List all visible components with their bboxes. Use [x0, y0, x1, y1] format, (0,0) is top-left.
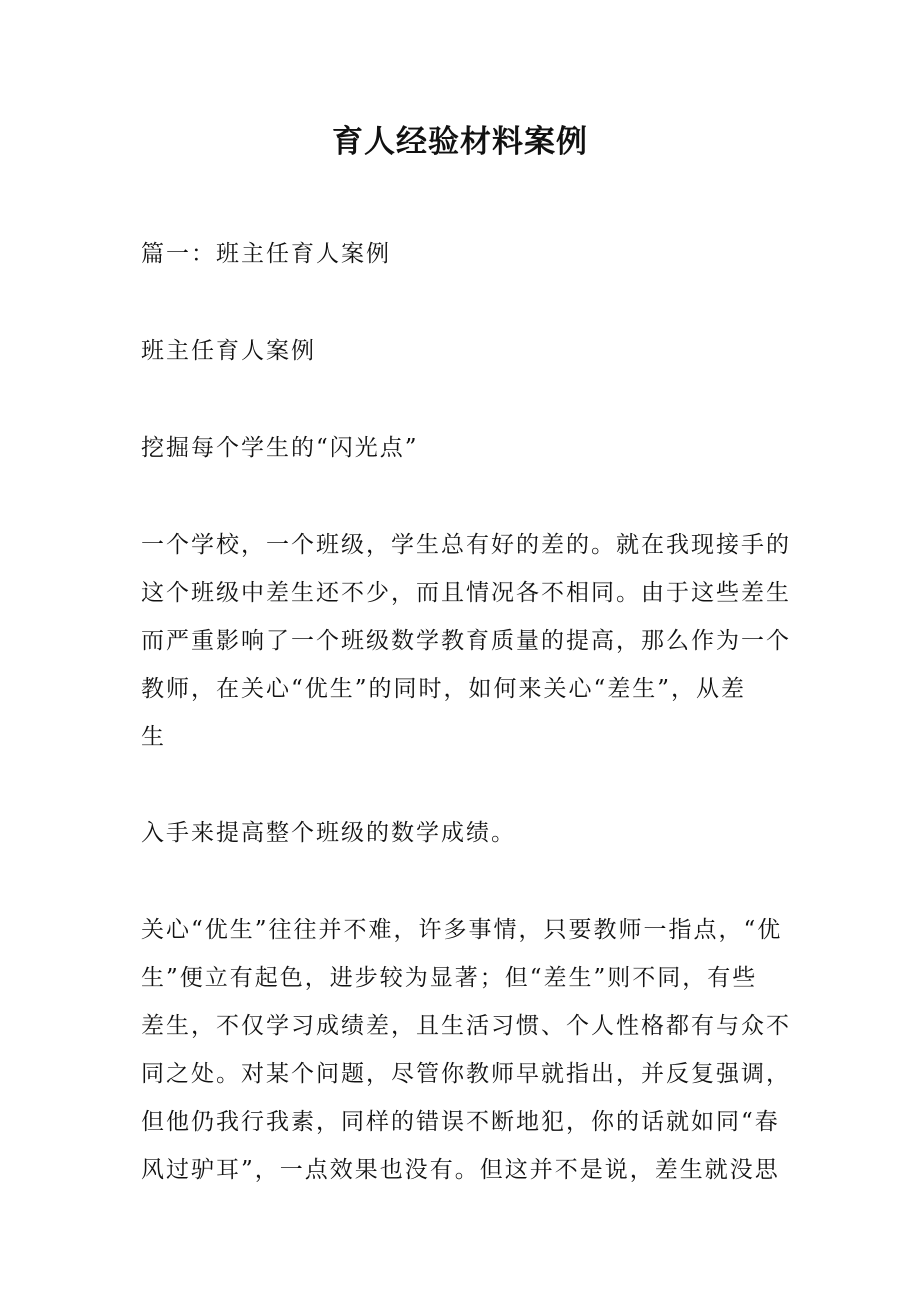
subheading: 班主任育人案例 [141, 338, 316, 364]
document-title: 育人经验材料案例 [332, 124, 588, 160]
paragraph-3-line-3: 差生，不仅学习成绩差，且生活习惯、个人性格都有与众不 [141, 1013, 791, 1039]
paragraph-2-line-1: 入手来提高整个班级的数学成绩。 [141, 820, 516, 846]
paragraph-1-line-3: 而严重影响了一个班级数学教育质量的提高，那么作为一个 [141, 628, 791, 654]
paragraph-1-line-5: 生 [141, 724, 166, 750]
paragraph-1-line-2: 这个班级中差生还不少，而且情况各不相同。由于这些差生 [141, 580, 791, 606]
section-heading: 篇一：班主任育人案例 [141, 241, 391, 267]
paragraph-3-line-1: 关心“优生”往往并不难，许多事情，只要教师一指点，“优 [141, 917, 783, 943]
paragraph-3-line-6: 风过驴耳”，一点效果也没有。但这并不是说，差生就没思 [141, 1157, 780, 1183]
paragraph-1-line-1: 一个学校，一个班级，学生总有好的差的。就在我现接手的 [141, 532, 791, 558]
paragraph-3-line-5: 但他仍我行我素，同样的错误不断地犯，你的话就如同“春 [141, 1109, 780, 1135]
subheading-highlight: 挖掘每个学生的“闪光点” [141, 435, 419, 461]
paragraph-1-line-4: 教师，在关心“优生”的同时，如何来关心“差生”，从差 [141, 676, 747, 702]
paragraph-3-line-2: 生”便立有起色，进步较为显著；但“差生”则不同，有些 [141, 965, 758, 991]
paragraph-3-line-4: 同之处。对某个问题，尽管你教师早就指出，并反复强调， [141, 1061, 791, 1087]
